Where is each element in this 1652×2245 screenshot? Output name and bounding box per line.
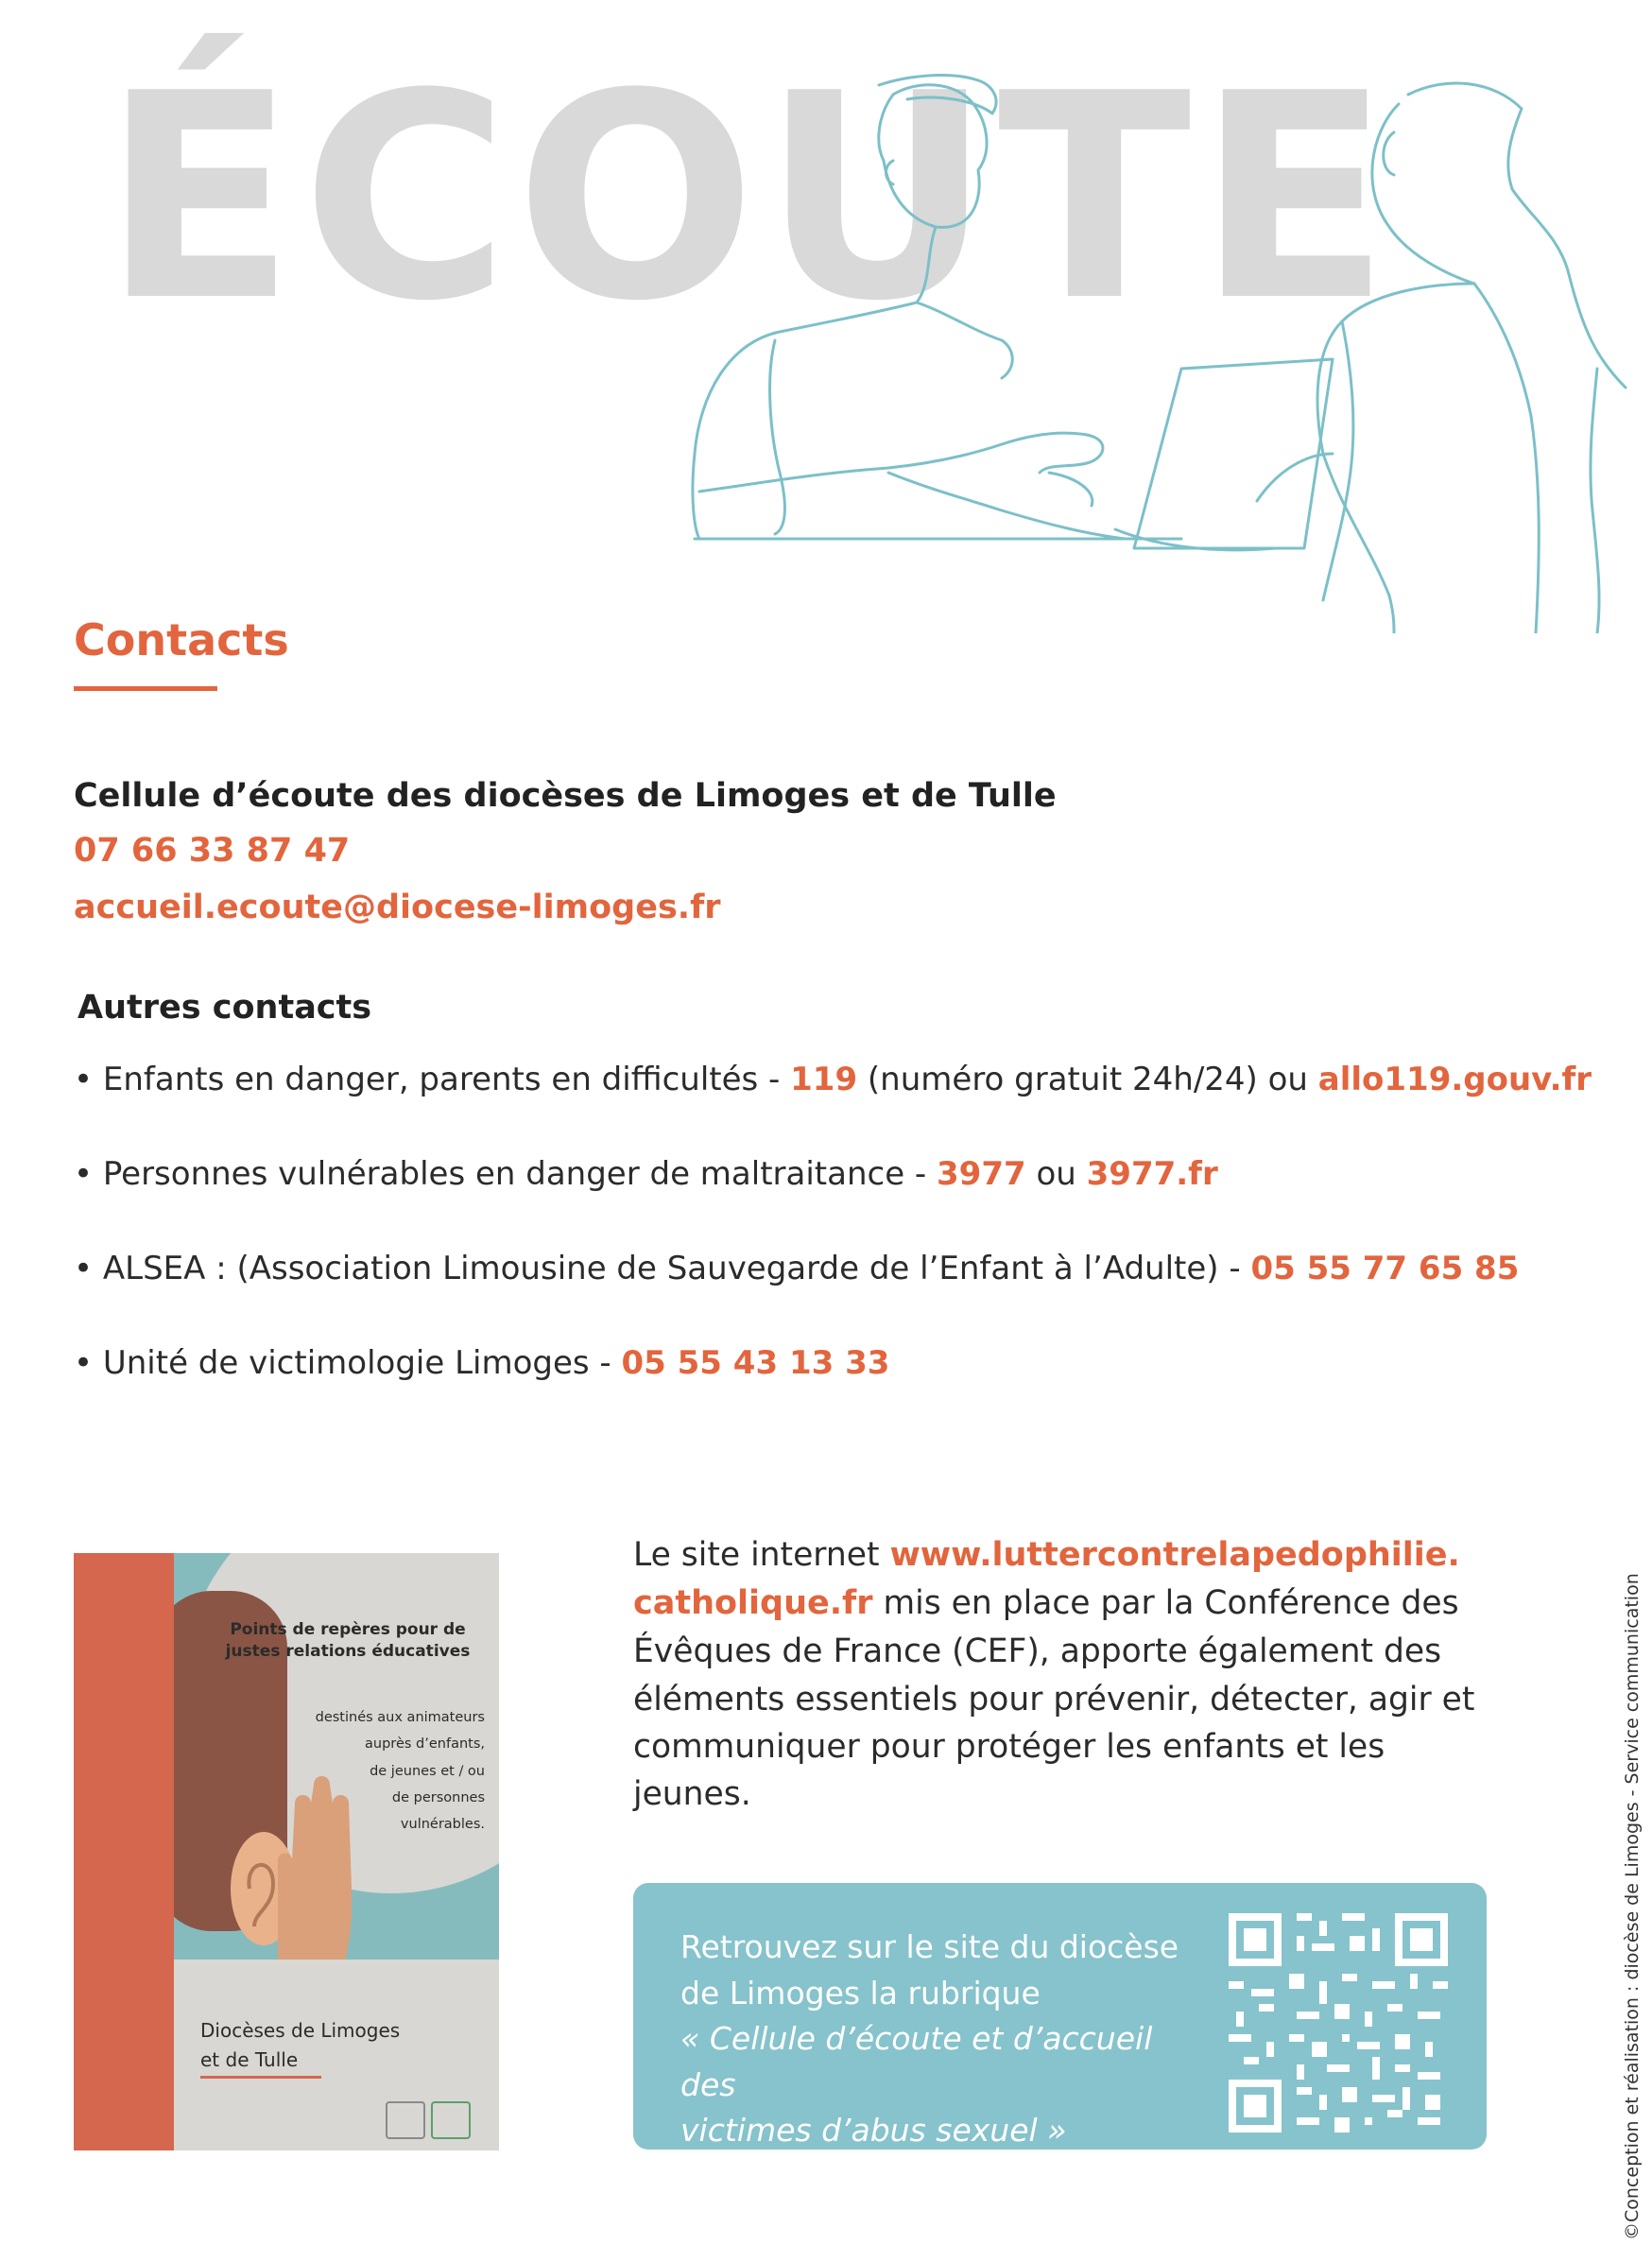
- autres-contacts-heading: Autres contacts: [77, 989, 372, 1027]
- link-allo119[interactable]: allo119.gouv.fr: [1317, 1061, 1592, 1098]
- line-art-illustration: [690, 57, 1635, 633]
- callout-rubrique: « Cellule d’écoute et d’accueil des: [680, 2020, 1153, 2103]
- phone-119[interactable]: 119: [790, 1061, 858, 1098]
- brochure-line: vulnérables.: [400, 1817, 485, 1833]
- website-paragraph: [633, 1531, 1484, 1819]
- contact-line-text: • ALSEA : (Association Limousine de Sauvegarde de l’Enfant à l’Adulte) -: [74, 1250, 1251, 1287]
- hero-title: ÉCOUTE: [102, 33, 1397, 363]
- contact-line-text: • Unité de victimologie Limoges -: [74, 1344, 622, 1382]
- phone-alsea[interactable]: 05 55 77 65 85: [1250, 1250, 1520, 1287]
- brochure-footer: [200, 2016, 400, 2075]
- callout-line: Retrouvez sur le site du diocèse: [680, 1928, 1179, 1965]
- website-description: mis en place par la Conférence des Évêques de France (CEF), apporte également des éléments essentiels pour prévenir, détecter, agir et communiquer pour protéger les enfants et les jeunes.: [633, 1584, 1475, 1814]
- contact-line-text: (numéro gratuit 24h/24) ou: [857, 1061, 1318, 1098]
- brochure-line: destinés aux animateurs: [315, 1710, 485, 1725]
- website-url-part2[interactable]: catholique.fr: [633, 1584, 873, 1623]
- contact-line-vulnerables: [74, 1155, 1218, 1193]
- brochure-footer-line2: et de Tulle: [200, 2048, 299, 2071]
- brochure-subtitle: [263, 1704, 485, 1838]
- credit-text: ©Conception et réalisation : diocèse de Limoges - Service communication: [1622, 1573, 1643, 2240]
- callout-text: [680, 1925, 1210, 2154]
- cellule-title: Cellule d’écoute des diocèses de Limoges et de Tulle: [74, 777, 1057, 815]
- link-3977[interactable]: 3977.fr: [1086, 1155, 1218, 1193]
- cellule-phone[interactable]: 07 66 33 87 47: [74, 832, 351, 870]
- website-url-part1[interactable]: www.luttercontrelapedophilie.: [889, 1536, 1460, 1574]
- contact-line-text: • Personnes vulnérables en danger de maltraitance -: [74, 1155, 938, 1193]
- phone-victimologie[interactable]: 05 55 43 13 33: [621, 1344, 890, 1382]
- contacts-heading: Contacts: [74, 614, 289, 665]
- contact-line-enfants: [74, 1061, 1592, 1098]
- brochure-line: de jeunes et / ou: [370, 1763, 485, 1779]
- contact-line-text: ou: [1025, 1155, 1087, 1193]
- brochure-line: de personnes: [391, 1789, 485, 1805]
- brochure-cover: [74, 1553, 499, 2150]
- tulle-logo-icon: [431, 2101, 471, 2139]
- brochure-footer-line1: Diocèses de Limoges: [200, 2019, 401, 2042]
- contact-line-text: • Enfants en danger, parents en difficultés -: [74, 1061, 791, 1098]
- diocese-logo-icon: [386, 2101, 425, 2139]
- callout-rubrique: victimes d’abus sexuel »: [680, 2112, 1067, 2149]
- brochure-line: auprès d’enfants,: [365, 1736, 485, 1753]
- contacts-underline: [74, 686, 217, 691]
- website-intro: Le site internet: [633, 1536, 890, 1574]
- callout-line: de Limoges la rubrique: [680, 1974, 1041, 2012]
- cellule-email-link[interactable]: accueil.ecoute@diocese-limoges.fr: [74, 889, 721, 926]
- qr-code-icon[interactable]: [1229, 1913, 1448, 2133]
- brochure-strip: [74, 1553, 174, 2150]
- diocese-site-callout: [633, 1883, 1487, 2150]
- brochure-title: Points de repères pour de justes relations éducatives: [225, 1620, 471, 1661]
- phone-3977[interactable]: 3977: [937, 1155, 1026, 1193]
- contact-line-alsea: [74, 1250, 1519, 1287]
- contact-line-victimologie: [74, 1344, 889, 1382]
